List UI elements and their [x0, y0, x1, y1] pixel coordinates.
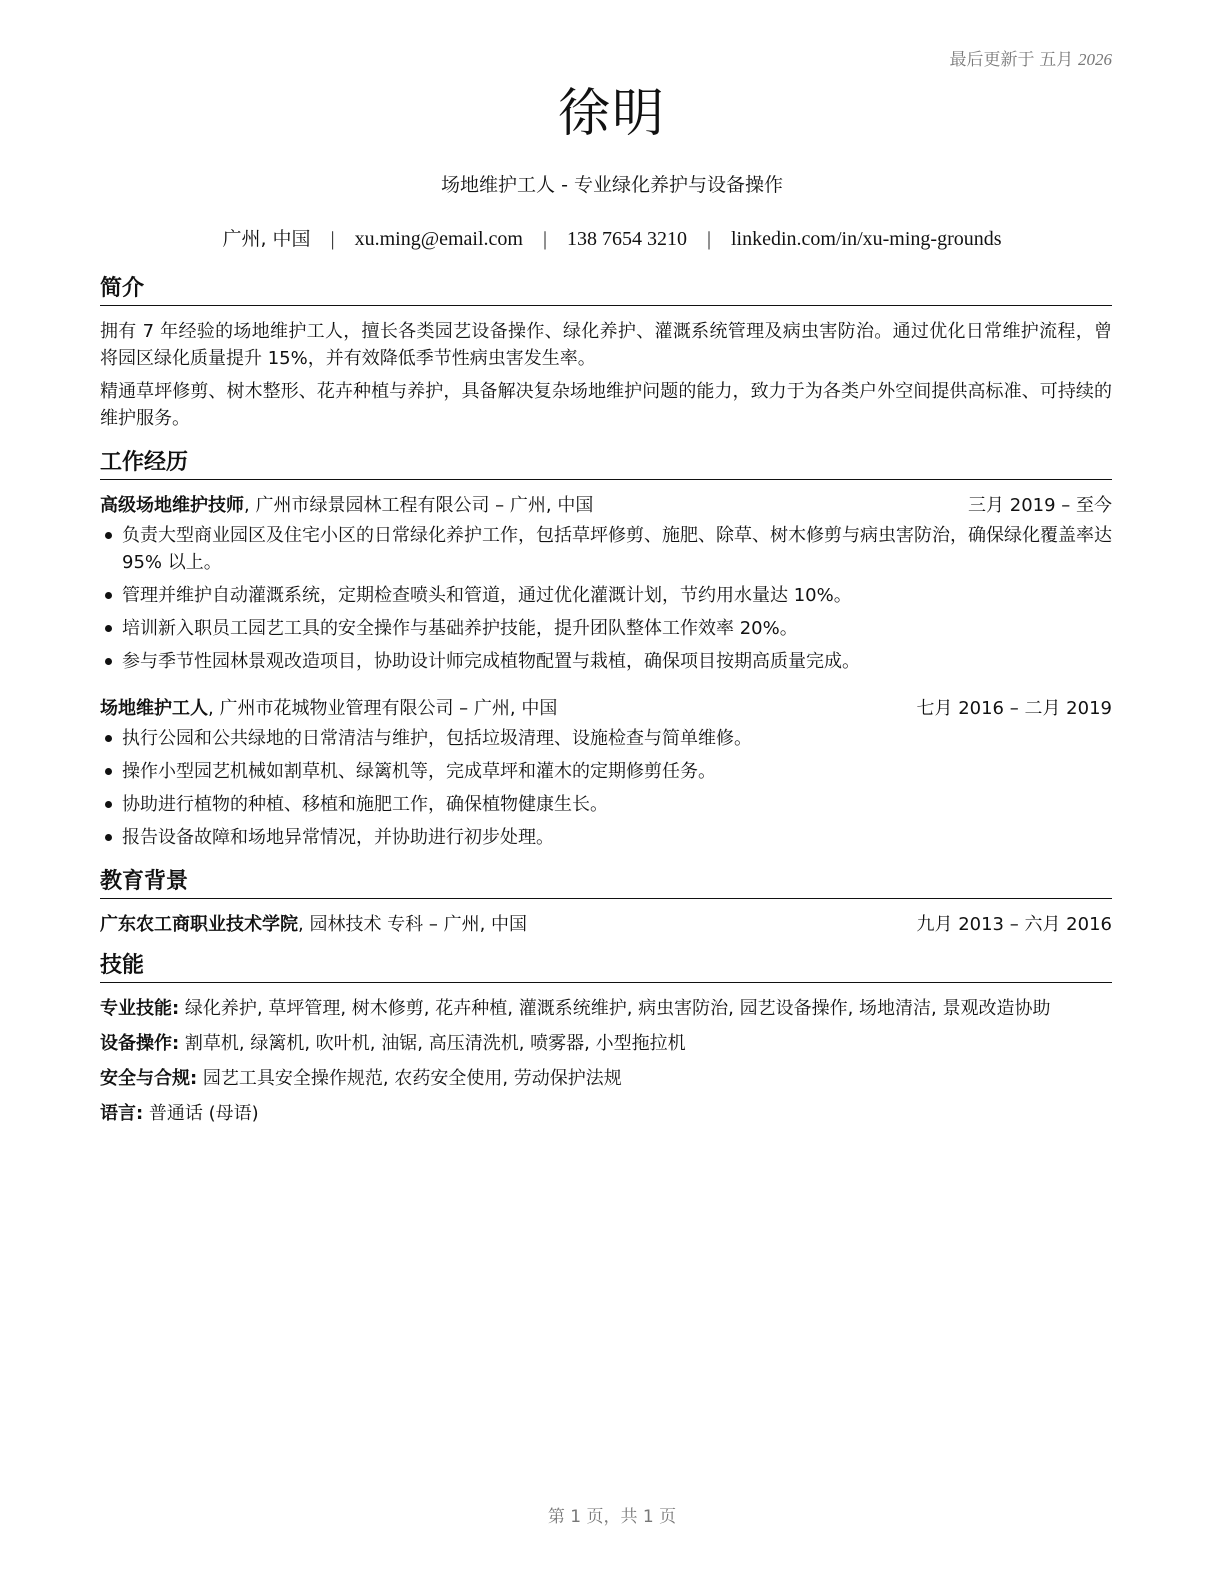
skill-label: 设备操作: — [100, 1033, 180, 1054]
summary-paragraph: 精通草坪修剪、树木整形、花卉种植与养护，具备解决复杂场地维护问题的能力，致力于为各类户外空间提供高标准、可持续的维护服务。 — [100, 381, 1112, 429]
job-date: 七月 2016 – 二月 2019 — [916, 698, 1112, 719]
skill-label: 专业技能: — [100, 998, 180, 1019]
contact-separator: | — [330, 228, 335, 250]
skill-value: 割草机, 绿篱机, 吹叶机, 油锯, 高压清洗机, 喷雾器, 小型拖拉机 — [179, 1033, 686, 1054]
job-bullets — [100, 522, 1112, 675]
job-bullet: 操作小型园艺机械如割草机、绿篱机等，完成草坪和灌木的定期修剪任务。 — [100, 758, 1112, 785]
job-bullet: 参与季节性园林景观改造项目，协助设计师完成植物配置与栽植，确保项目按期高质量完成。 — [100, 648, 1112, 675]
skill-row — [100, 1030, 1112, 1057]
page-footer: 第 1 页，共 1 页 — [547, 1507, 677, 1527]
job-bullet: 执行公园和公共绿地的日常清洁与维护，包括垃圾清理、设施检查与简单维修。 — [100, 725, 1112, 752]
job-entry — [100, 695, 1112, 851]
skills-section — [100, 951, 1112, 1127]
contact-phone: 138 7654 3210 — [566, 228, 687, 250]
section-title-skills: 技能 — [100, 951, 1112, 983]
job-bullet: 协助进行植物的种植、移植和施肥工作，确保植物健康生长。 — [100, 791, 1112, 818]
contact-separator: | — [542, 228, 547, 250]
skill-row — [100, 1100, 1112, 1127]
resume-body — [100, 274, 1112, 1135]
last-updated-label: 最后更新于 五月 — [949, 50, 1074, 69]
section-title-summary: 简介 — [100, 274, 1112, 306]
section-title-experience: 工作经历 — [100, 448, 1112, 480]
summary-paragraph: 拥有 7 年经验的场地维护工人，擅长各类园艺设备操作、绿化养护、灌溉系统管理及病虫害防治。通过优化日常维护流程，曾将园区绿化质量提升 15%，并有效降低季节性病虫害发生率。 — [100, 321, 1112, 369]
experience-section — [100, 448, 1112, 851]
education-detail: , 园林技术 专科 – 广州, 中国 — [298, 914, 528, 935]
job-title-line — [100, 492, 593, 520]
job-bullet: 培训新入职员工园艺工具的安全操作与基础养护技能，提升团队整体工作效率 20%。 — [100, 615, 1112, 642]
candidate-subtitle: 场地维护工人 - 专业绿化养护与设备操作 — [441, 174, 783, 196]
education-entry — [100, 911, 1112, 939]
skill-value: 绿化养护, 草坪管理, 树木修剪, 花卉种植, 灌溉系统维护, 病虫害防治, 园艺设备操作, 场地清洁, 景观改造协助 — [179, 998, 1051, 1019]
job-header — [100, 492, 1112, 520]
contact-separator: | — [706, 228, 711, 250]
skill-label: 语言: — [100, 1103, 144, 1124]
candidate-name: 徐明 — [557, 84, 666, 144]
education-section — [100, 867, 1112, 939]
job-title-line — [100, 695, 557, 723]
last-updated — [950, 45, 1112, 70]
skill-row — [100, 995, 1112, 1022]
skill-label: 安全与合规: — [100, 1068, 198, 1089]
job-bullet: 管理并维护自动灌溉系统，定期检查喷头和管道，通过优化灌溉计划，节约用水量达 10%。 — [100, 582, 1112, 609]
education-title-line — [100, 911, 527, 939]
summary-section — [100, 274, 1112, 432]
job-bullet: 报告设备故障和场地异常情况，并协助进行初步处理。 — [100, 824, 1112, 851]
education-school: 广东农工商职业技术学院 — [100, 914, 298, 935]
job-header — [100, 695, 1112, 723]
section-title-education: 教育背景 — [100, 867, 1112, 899]
job-role: 场地维护工人 — [100, 698, 208, 719]
skill-row — [100, 1065, 1112, 1092]
education-date: 九月 2013 – 六月 2016 — [916, 914, 1112, 935]
job-entry — [100, 492, 1112, 675]
skill-value: 普通话 (母语) — [143, 1103, 259, 1124]
contact-linkedin-link[interactable]: linkedin.com/in/xu-ming-grounds — [731, 228, 1002, 250]
skill-value: 园艺工具安全操作规范, 农药安全使用, 劳动保护法规 — [197, 1068, 622, 1089]
job-date: 三月 2019 – 至今 — [968, 495, 1112, 516]
job-bullet: 负责大型商业园区及住宅小区的日常绿化养护工作，包括草坪修剪、施肥、除草、树木修剪与病虫害防治，确保绿化覆盖率达 95% 以上。 — [100, 522, 1112, 576]
last-updated-year: 2026 — [1078, 50, 1112, 69]
contact-email-link[interactable]: xu.ming@email.com — [354, 228, 523, 250]
job-org: , 广州市绿景园林工程有限公司 – 广州, 中国 — [244, 495, 594, 516]
job-org: , 广州市花城物业管理有限公司 – 广州, 中国 — [208, 698, 558, 719]
job-role: 高级场地维护技师 — [100, 495, 244, 516]
contact-location: 广州, 中国 — [222, 228, 311, 250]
contact-line — [0, 224, 1224, 251]
job-bullets — [100, 725, 1112, 851]
